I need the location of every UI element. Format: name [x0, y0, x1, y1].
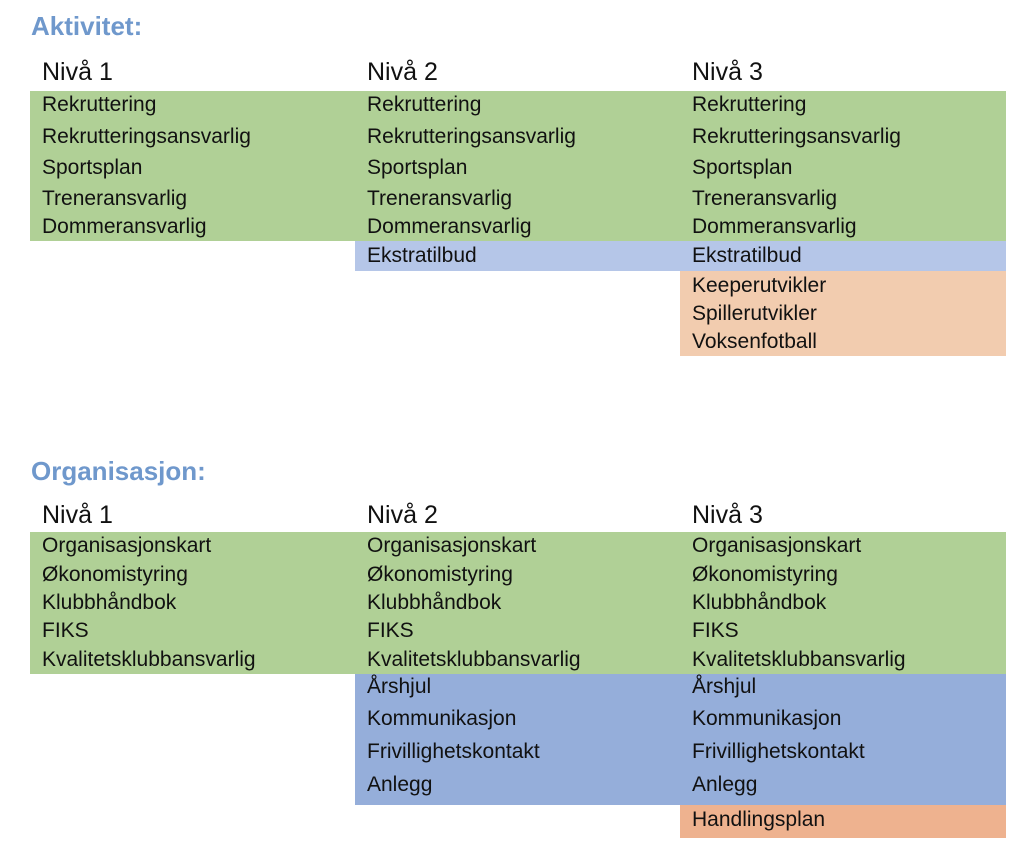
list-item: Rekruttering [42, 93, 157, 116]
list-item: Sportsplan [367, 156, 468, 179]
list-item: Treneransvarlig [42, 187, 188, 210]
column-header: Nivå 2 [367, 58, 438, 86]
list-item: Kvalitetsklubbansvarlig [42, 648, 256, 671]
blue-block [355, 674, 680, 805]
list-item: Organisasjonskart [367, 534, 537, 557]
column-header: Nivå 1 [42, 58, 113, 86]
section-title: Aktivitet: [31, 11, 143, 41]
list-item: Anlegg [367, 773, 433, 796]
list-item: Dommeransvarlig [367, 215, 532, 238]
green-block [30, 91, 355, 241]
list-item: Kommunikasjon [367, 707, 517, 730]
list-item: FIKS [367, 619, 414, 642]
list-item: Anlegg [692, 773, 758, 796]
green-block [680, 91, 1006, 241]
list-item: Ekstratilbud [367, 244, 477, 267]
list-item: Organisasjonskart [42, 534, 212, 557]
list-item: Årshjul [367, 675, 432, 698]
list-item: Sportsplan [42, 156, 143, 179]
list-item: Sportsplan [692, 156, 793, 179]
column-header: Nivå 1 [42, 501, 113, 529]
list-item: Årshjul [692, 675, 757, 698]
list-item: FIKS [692, 619, 739, 642]
list-item: Dommeransvarlig [692, 215, 857, 238]
list-item: Klubbhåndbok [42, 591, 177, 614]
list-item: Rekrutteringsansvarlig [42, 125, 251, 148]
list-item: Rekruttering [692, 93, 807, 116]
green-block [355, 91, 680, 241]
list-item: Rekruttering [367, 93, 482, 116]
list-item: Økonomistyring [367, 563, 513, 586]
list-item: Klubbhåndbok [367, 591, 502, 614]
blue-block [680, 674, 1006, 805]
list-item: Frivillighetskontakt [692, 740, 865, 763]
blue-block [355, 241, 680, 271]
list-item: Klubbhåndbok [692, 591, 827, 614]
list-item: Frivillighetskontakt [367, 740, 540, 763]
list-item: Organisasjonskart [692, 534, 862, 557]
list-item: Keeperutvikler [692, 274, 827, 297]
list-item: Kvalitetsklubbansvarlig [367, 648, 581, 671]
list-item: Rekrutteringsansvarlig [692, 125, 901, 148]
column-header: Nivå 3 [692, 501, 763, 529]
list-item: Treneransvarlig [692, 187, 838, 210]
list-item: Dommeransvarlig [42, 215, 207, 238]
list-item: Voksenfotball [692, 330, 817, 353]
column-header: Nivå 3 [692, 58, 763, 86]
list-item: FIKS [42, 619, 89, 642]
peach-block [680, 271, 1006, 356]
list-item: Handlingsplan [692, 808, 826, 831]
section-title: Organisasjon: [31, 456, 206, 486]
list-item: Spillerutvikler [692, 302, 817, 325]
list-item: Treneransvarlig [367, 187, 513, 210]
list-item: Kommunikasjon [692, 707, 842, 730]
column-header: Nivå 2 [367, 501, 438, 529]
list-item: Økonomistyring [692, 563, 838, 586]
green-block [30, 532, 355, 674]
list-item: Kvalitetsklubbansvarlig [692, 648, 906, 671]
green-block [355, 532, 680, 674]
list-item: Økonomistyring [42, 563, 188, 586]
list-item: Rekrutteringsansvarlig [367, 125, 576, 148]
orange-block [680, 805, 1006, 838]
green-block [680, 532, 1006, 674]
blue-block [680, 241, 1006, 271]
list-item: Ekstratilbud [692, 244, 802, 267]
